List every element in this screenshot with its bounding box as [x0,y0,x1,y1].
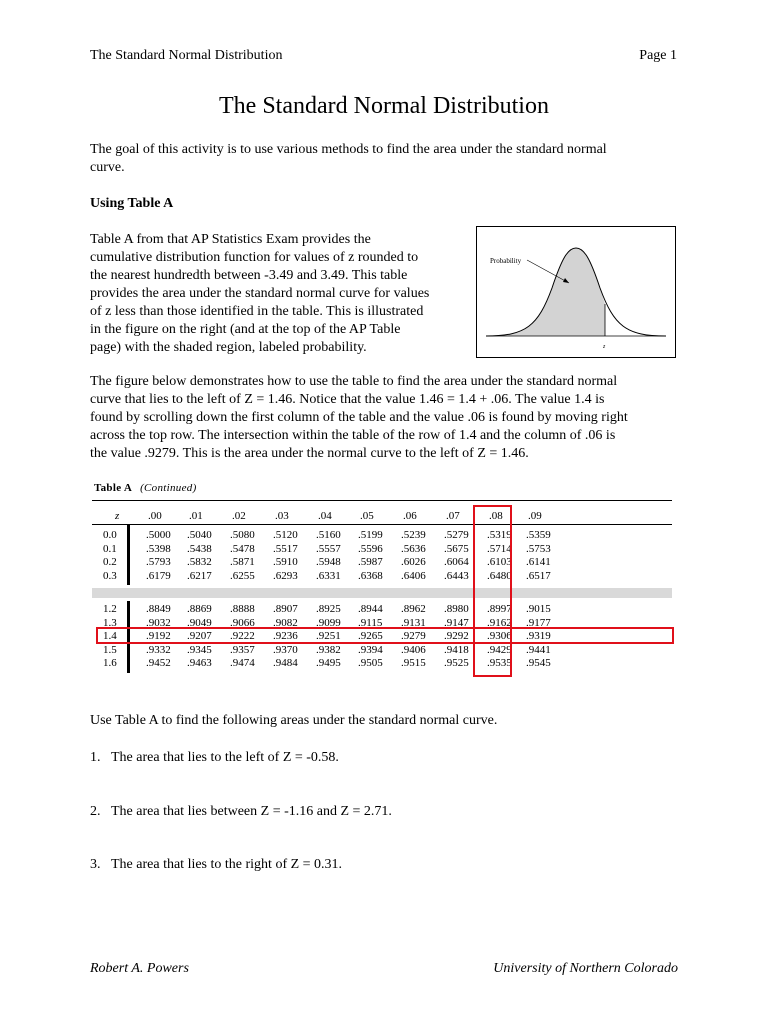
text-line: cumulative distribution function for values of z rounded to [90,250,419,265]
text-line: The figure below demonstrates how to use the table to find the area under the standard normal [90,374,618,389]
z-column-header: z [115,510,120,522]
table-cell: .5987 [358,556,383,568]
instructions: Use Table A to find the following areas under the standard normal curve. [90,713,498,728]
question-3 [90,856,342,874]
column-header: .03 [275,510,289,522]
table-cell: .9505 [358,657,383,669]
paragraph-example [90,373,690,463]
table-cell: .6103 [487,556,512,568]
table-subtitle: (Continued) [140,482,197,494]
question-number: 1. [90,750,101,765]
table-cell: .9545 [526,657,551,669]
table-cell: .5636 [401,542,426,555]
z-row-label: 1.3 [103,616,117,629]
table-cell: .5714 [487,542,512,555]
z-row-label: 0.3 [103,569,117,582]
table-cell: .9345 [187,643,212,656]
table-cell: .8888 [230,603,255,615]
table-cell: .9162 [487,616,512,629]
table-cell: .9319 [526,630,551,642]
table-cell: .9463 [187,657,212,669]
question-text: The area that lies to the right of Z = 0.31. [111,857,343,872]
table-cell: .5359 [526,529,551,541]
table-cell: .5000 [146,529,171,541]
table-cell: .9192 [146,630,171,642]
table-cell: .9265 [358,630,383,642]
table-cell: .8907 [273,603,298,615]
z-row-label: 0.1 [103,542,117,555]
table-cell: .9441 [526,643,551,656]
table-break [92,588,672,598]
table-cell: .6179 [146,569,171,582]
table-cell: .8997 [487,603,512,615]
column-header: .01 [189,510,203,522]
table-cell: .5398 [146,542,171,555]
column-06-highlight [473,505,512,677]
column-header: .00 [148,510,162,522]
table-cell: .6064 [444,556,469,568]
table-cell: .9082 [273,616,298,629]
table-cell: .9236 [273,630,298,642]
table-cell: .5199 [358,529,383,541]
text-line: found by scrolling down the first column of the table and the value .06 is found by moving right [90,410,628,425]
table-cell: .9484 [273,657,298,669]
text-line: of z less than those identified in the table. This is illustrated [90,304,424,319]
probability-label: Probability [490,257,522,265]
question-text: The area that lies to the left of Z = -0.58. [111,750,339,765]
column-header: .08 [489,510,503,522]
table-cell: .9306 [487,630,512,642]
table-cell: .6406 [401,569,426,582]
table-cell: .9495 [316,657,341,669]
table-cell: .9131 [401,616,426,629]
table-cell: .5948 [316,556,341,568]
table-top-rule [92,500,672,501]
table-cell: .9015 [526,603,551,615]
z-row-label: 0.0 [103,529,117,541]
table-cell: .9452 [146,657,171,669]
table-cell: .5478 [230,542,255,555]
text-line: provides the area under the standard normal curve for values [90,286,430,301]
table-cell: .5910 [273,556,298,568]
column-header: .04 [318,510,332,522]
table-cell: .9406 [401,643,426,656]
table-cell: .9222 [230,630,255,642]
table-cell: .9474 [230,657,255,669]
table-cell: .5675 [444,542,469,555]
table-cell: .5040 [187,529,212,541]
table-cell: .8925 [316,603,341,615]
page-header-title: The Standard Normal Distribution [90,48,283,63]
table-cell: .8849 [146,603,171,615]
table-cell: .9525 [444,657,469,669]
z-label: z [603,344,606,350]
table-cell: .9418 [444,643,469,656]
table-cell: .5793 [146,556,171,568]
table-cell: .9515 [401,657,426,669]
text-line: the nearest hundredth between -3.49 and 3.49. This table [90,268,408,283]
page-number: Page 1 [639,48,677,63]
table-cell: .9049 [187,616,212,629]
table-cell: .6331 [316,569,341,582]
table-cell: .8944 [358,603,383,615]
paragraph-table-a [90,231,470,357]
table-name: Table A [94,482,133,494]
table-cell: .9207 [187,630,212,642]
table-cell: .9382 [316,643,341,656]
question-2 [90,803,392,821]
question-number: 3. [90,857,101,872]
table-cell: .6368 [358,569,383,582]
column-header: .09 [528,510,542,522]
table-cell: .6141 [526,556,551,568]
page-title: The Standard Normal Distribution [219,93,549,119]
table-cell: .9292 [444,630,469,642]
table-cell: .5871 [230,556,255,568]
text-line: across the top row. The intersection within the table of the row of 1.4 and the column of .06 is [90,428,616,443]
table-cell: .5279 [444,529,469,541]
table-cell: .9429 [487,643,512,656]
table-cell: .6255 [230,569,255,582]
footer-author: Robert A. Powers [90,961,189,976]
table-cell: .9099 [316,616,341,629]
table-cell: .6217 [187,569,212,582]
intro-line: curve. [90,160,125,175]
text-line: Table A from that AP Statistics Exam provides the [90,232,371,247]
intro-line: The goal of this activity is to use various methods to find the area under the standard normal [90,142,607,157]
z-row-label: 0.2 [103,556,117,568]
normal-curve-figure [476,226,676,358]
table-cell: .6480 [487,569,512,582]
table-cell: .9332 [146,643,171,656]
table-cell: .6517 [526,569,551,582]
table-cell: .5557 [316,542,341,555]
table-cell: .9394 [358,643,383,656]
footer-institution: University of Northern Colorado [493,961,678,976]
table-cell: .9147 [444,616,469,629]
intro-paragraph [90,141,690,177]
question-text: The area that lies between Z = -1.16 and Z = 2.71. [111,804,392,819]
column-header: .06 [403,510,417,522]
section-heading: Using Table A [90,196,174,211]
question-1 [90,749,339,767]
header-rule [92,524,672,525]
table-cell: .9177 [526,616,551,629]
table-cell: .8980 [444,603,469,615]
table-cell: .8869 [187,603,212,615]
table-cell: .8962 [401,603,426,615]
table-cell: .6293 [273,569,298,582]
table-cell: .5080 [230,529,255,541]
table-cell: .5596 [358,542,383,555]
table-cell: .5753 [526,542,551,555]
table-cell: .5120 [273,529,298,541]
table-cell: .9251 [316,630,341,642]
row-1-4-highlight [96,627,674,644]
table-cell: .9279 [401,630,426,642]
table-cell: .6026 [401,556,426,568]
table-cell: .5160 [316,529,341,541]
table-cell: .6443 [444,569,469,582]
table-cell: .5319 [487,529,512,541]
z-column-bar [127,525,130,585]
z-row-label: 1.2 [103,603,117,615]
table-cell: .5832 [187,556,212,568]
table-cell: .5239 [401,529,426,541]
column-header: .05 [360,510,374,522]
column-header: .07 [446,510,460,522]
column-header: .02 [232,510,246,522]
z-row-label: 1.6 [103,657,117,669]
table-cell: .9370 [273,643,298,656]
table-title [94,482,197,494]
table-cell: .9066 [230,616,255,629]
z-row-label: 1.5 [103,643,117,656]
text-line: in the figure on the right (and at the top of the AP Table [90,322,401,337]
z-row-label: 1.4 [103,630,117,642]
table-cell: .9357 [230,643,255,656]
text-line: the value .9279. This is the area under the normal curve to the left of Z = 1.46. [90,446,529,461]
text-line: curve that lies to the left of Z = 1.46. Notice that the value 1.46 = 1.4 + .06. The value 1.4 is [90,392,605,407]
table-cell: .9535 [487,657,512,669]
table-cell: .5517 [273,542,298,555]
question-number: 2. [90,804,101,819]
table-cell: .9115 [358,616,383,629]
table-cell: .9032 [146,616,171,629]
table-cell: .5438 [187,542,212,555]
text-line: page) with the shaded region, labeled probability. [90,340,367,355]
